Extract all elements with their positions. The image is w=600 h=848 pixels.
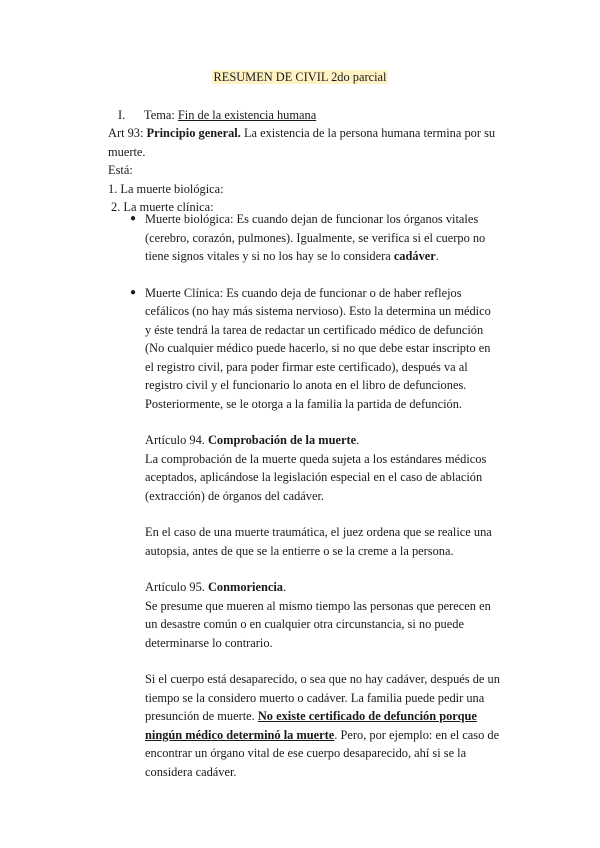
art95-heading [130,578,500,597]
intro-section [108,124,498,217]
art94-heading [130,431,500,450]
title-text: RESUMEN DE CIVIL 2do parcial [213,70,387,84]
topic-numeral: I. [118,108,126,122]
bullet-dot-icon: ● [130,213,137,224]
art93-paragraph [108,124,498,161]
art95-end: . [283,580,287,594]
bullet-item-clinica [130,284,500,414]
art95-prefix: Artículo 95. [145,580,208,594]
art94-title: Comprobación de la muerte [207,433,357,447]
art95-note-b: . Pero, por ejemplo: en el caso de encontrar un órgano vital de ese cuerpo desaparecido, ahí si se la considera cadáver. [145,727,500,779]
art95-text: Se presume que mueren al mismo tiempo las personas que perecen en un desastre común o en cualquier otra circunstancia, si no puede determinarse lo contrario. [145,598,491,650]
item-2: 2. La muerte clínica: [111,200,214,214]
art93-text: La existencia de la persona humana termina por su muerte. [108,126,496,159]
bullet1-text: Muerte biológica: Es cuando dejan de funcionar los órganos vitales (cerebro, corazón, pulmones). Igualmente, se verifica si el cuerpo no tiene signos vitales y si no los hay se lo considera [145,212,486,263]
topic-heading [118,106,316,125]
spacer [130,652,500,670]
art95-note-a: Si el cuerpo está desaparecido, o sea que no hay cadáver, después de un tiempo se la considero muerto o cadáver. La familia puede pedir una presunción de muerte. [145,672,500,723]
bullet2-text: Muerte Clínica: Es cuando deja de funcionar o de haber reflejos cefálicos (no hay más sistema nervioso). Esto la determina un médico y éste tendrá la tarea de redactar un certificado médico de defunción (No cualquier médico puede hacerlo, si no que debe estar inscripto en el registro civil, para poder firmar este certificado), después va al registro civil y el funcionario lo anota en el libro de defunciones. Posteriormente, se le otorga a la familia la partida de defunción. [145,285,491,411]
art94-note: En el caso de una muerte traumática, el juez ordena que se realice una autopsia, antes de que se la entierre o se la creme a la persona. [145,525,492,558]
art94-prefix: Artículo 94. [145,433,208,447]
bullet-item-biologica [130,210,500,266]
bullet-dot-icon: ● [130,286,137,298]
spacer [130,505,500,523]
art94-text: La comprobación de la muerte queda sujeta a los estándares médicos aceptados, aplicándose la legislación especial en el caso de ablación (extracción) de órganos del cadáver. [145,451,487,503]
esta-line: Está: [108,163,133,177]
spacer [130,266,500,284]
art93-title: Principio general. [146,126,241,140]
art94-end: . [356,433,360,447]
art95-title: Conmoriencia [207,580,284,594]
art95-note-bold: No existe certificado de defunción porque ningún médico determinó la muerte [145,709,477,742]
topic-value: Fin de la existencia humana [177,108,317,122]
item-1: 1. La muerte biológica: [108,181,224,196]
bullet1-end: . [435,249,439,263]
document-title [0,68,600,87]
topic-label: Tema: [144,108,178,122]
art93-prefix: Art 93: [108,126,147,140]
art95-note [130,670,500,781]
spacer [130,560,500,578]
bullet-list [130,210,500,781]
bullet1-bold: cadáver [393,249,436,263]
spacer [130,413,500,431]
